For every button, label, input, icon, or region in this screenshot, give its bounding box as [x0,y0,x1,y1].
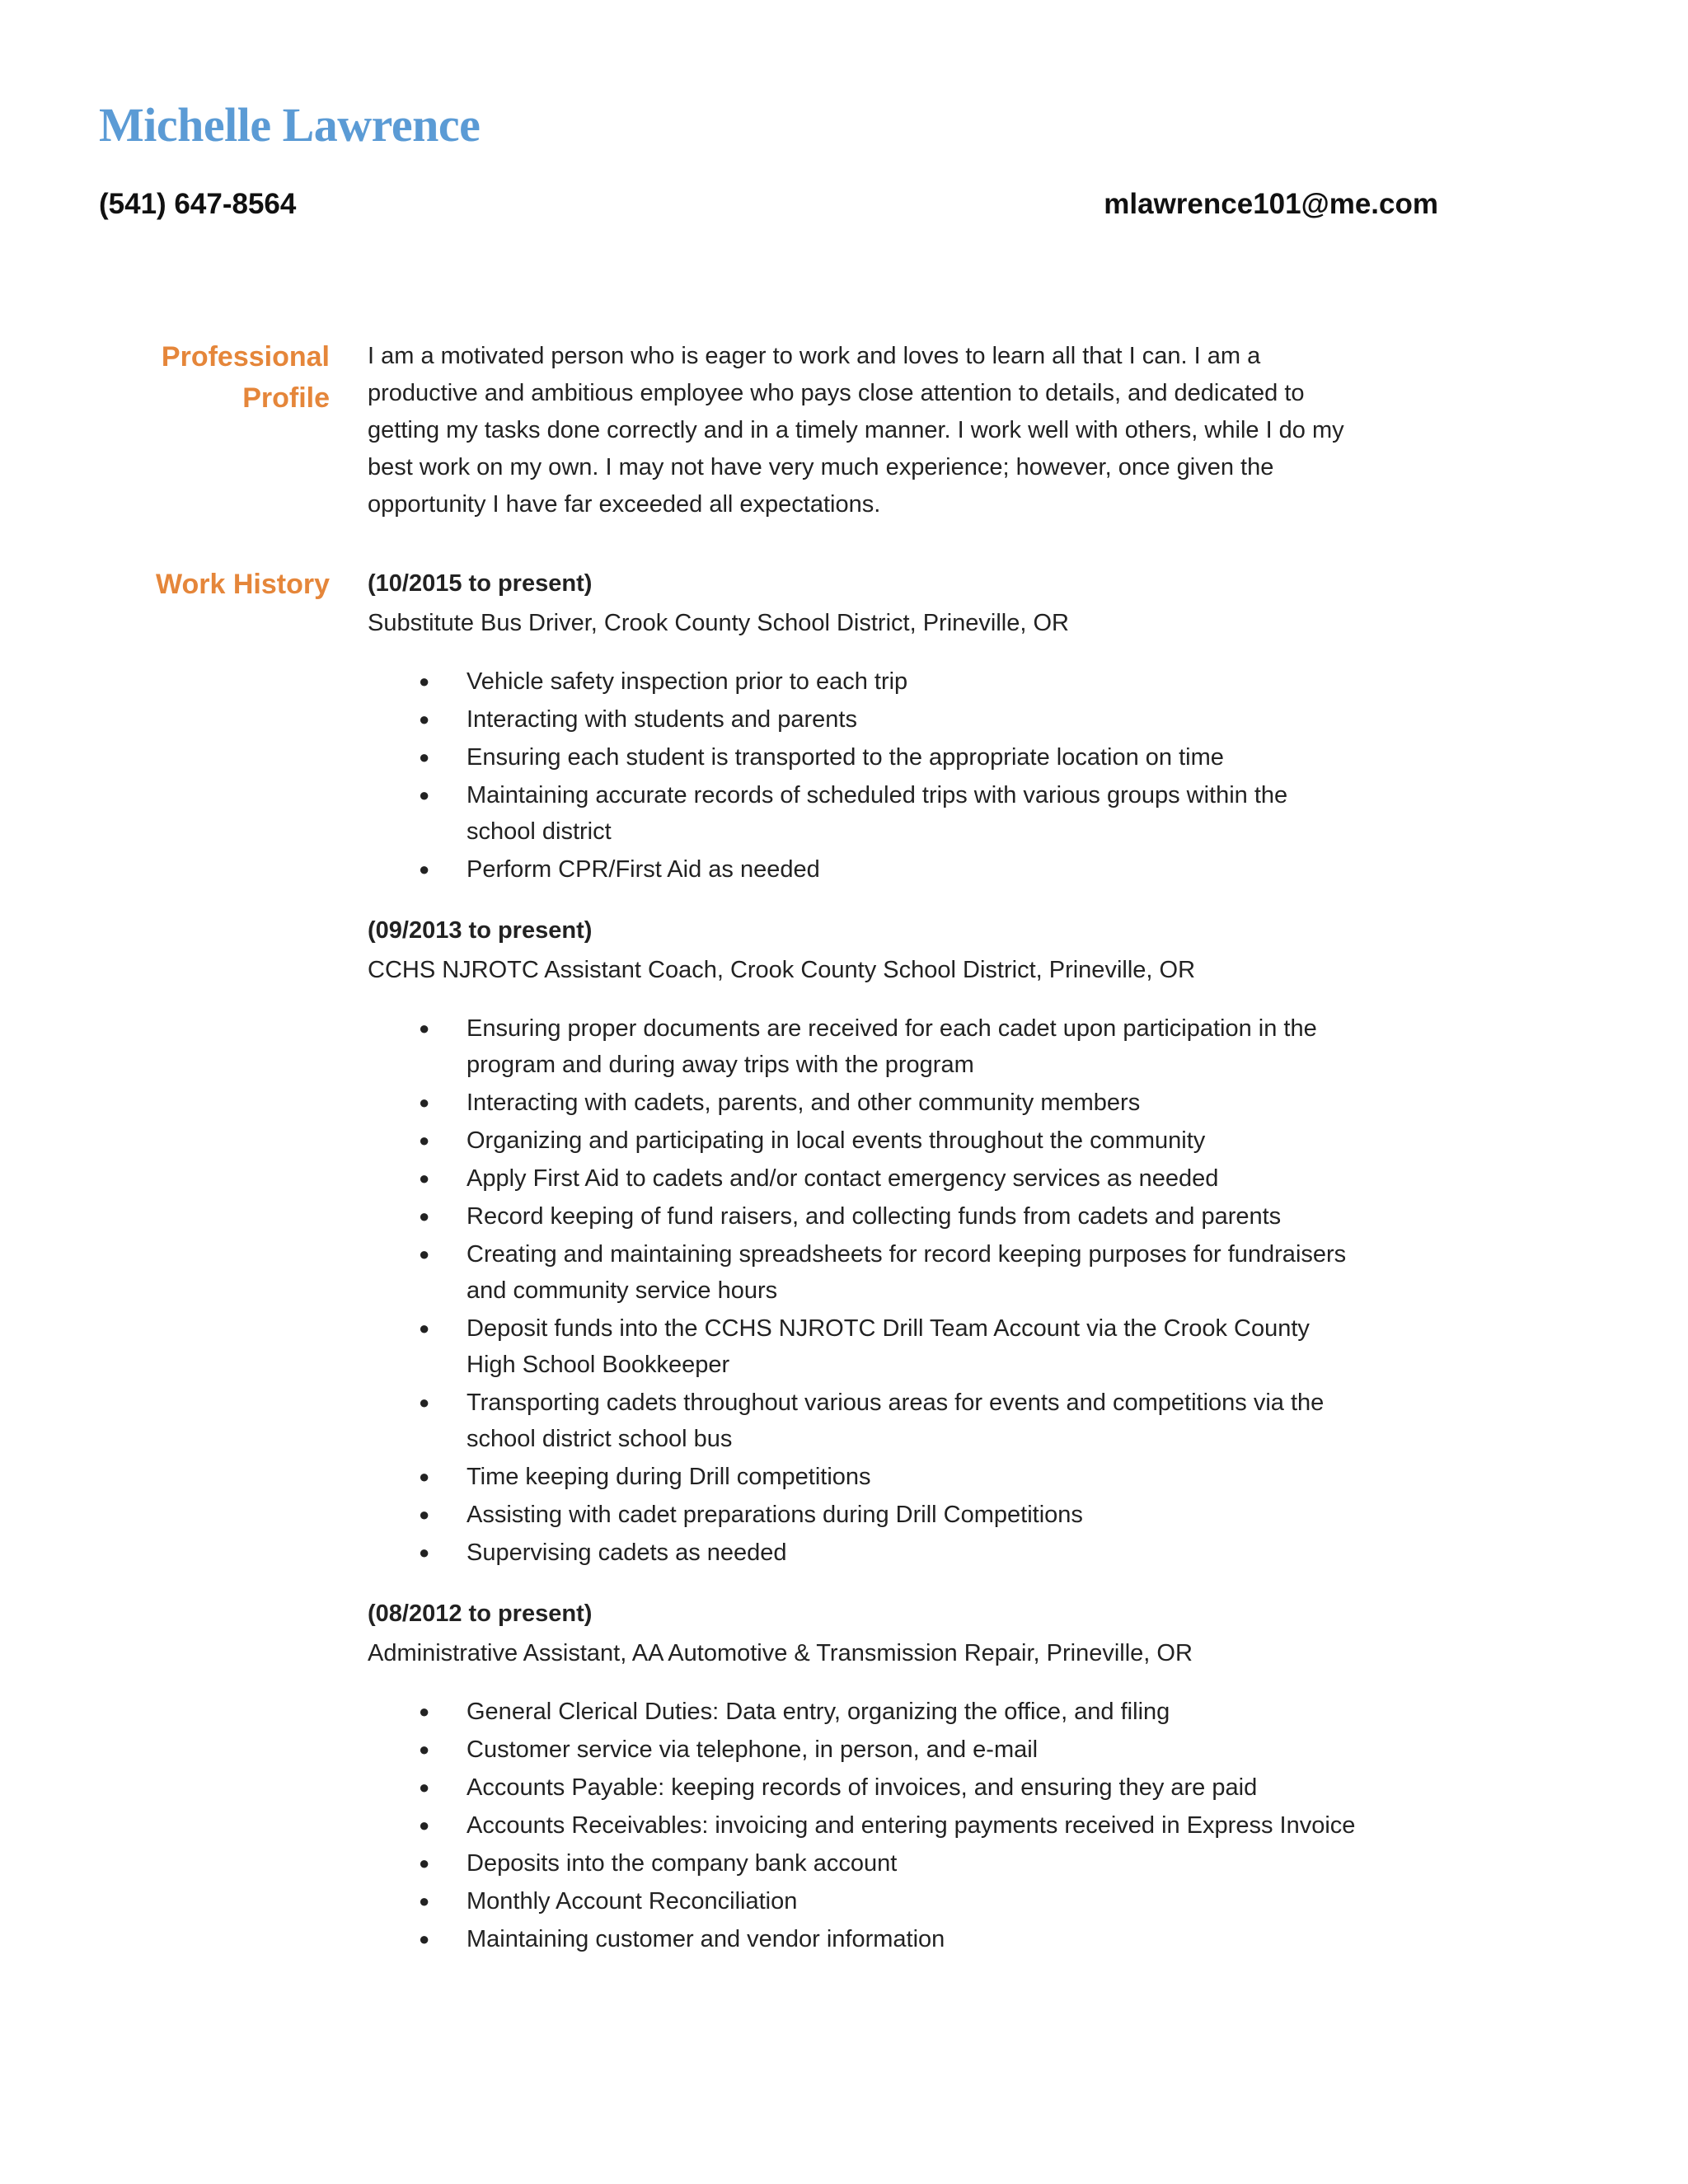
bullet-icon: ● [419,1318,430,1338]
bullet-icon: ● [419,1206,430,1226]
bullet-icon: ● [419,1815,430,1835]
duty-text: Accounts Payable: keeping records of invoices, and ensuring they are paid [467,1774,1258,1801]
duty-text: Time keeping during Drill competitions [467,1464,871,1490]
profile-label-line1: Professional [161,341,330,373]
profile-section-label [162,336,330,419]
phone-number: (541) 647-8564 [99,188,297,220]
duty-text: Assisting with cadet preparations during Drill Competitions [467,1502,1083,1528]
duty-item [368,1769,1357,1806]
duty-item [368,1497,1357,1533]
job-entry [368,912,1357,1571]
duty-item [368,1160,1357,1197]
bullet-icon: ● [419,1853,430,1873]
email-address: mlawrence101@me.com [1104,188,1438,220]
bullet-icon: ● [419,1466,430,1487]
duty-item [368,1385,1357,1457]
duty-list [368,1694,1357,1957]
job-title: Administrative Assistant, AA Automotive & Transmission Repair, Prineville, OR [368,1640,1193,1666]
job-title: Substitute Bus Driver, Crook County School District, Prineville, OR [368,610,1069,636]
duty-text: Accounts Receivables: invoicing and entering payments received in Express Invoice [467,1812,1356,1839]
bullet-icon: ● [419,1891,430,1911]
duty-text: Apply First Aid to cadets and/or contact emergency services as needed [467,1165,1219,1192]
duty-text: Interacting with students and parents [467,706,857,733]
job-dates: (10/2015 to present) [368,570,593,597]
bullet-icon: ● [419,1542,430,1563]
bullet-icon: ● [419,1504,430,1525]
bullet-icon: ● [419,1244,430,1264]
duty-text: Transporting cadets throughout various areas for events and competitions via the school district school bus [467,1390,1325,1452]
duty-item [368,739,1357,776]
duty-text: Interacting with cadets, parents, and other community members [467,1090,1141,1116]
bullet-icon: ● [419,1130,430,1151]
duty-list [368,663,1357,888]
work-history-body [368,565,1357,1959]
duty-text: Organizing and participating in local events throughout the community [467,1127,1206,1154]
duty-text: Deposit funds into the CCHS NJROTC Drill Team Account via the Crook County High School Bookkeeper [467,1315,1310,1378]
duty-item [368,851,1357,888]
bullet-icon: ● [419,1018,430,1038]
bullet-icon: ● [419,1701,430,1722]
duty-text: Maintaining customer and vendor information [467,1926,945,1952]
duty-item [368,1921,1357,1957]
duty-item [368,777,1357,850]
bullet-icon: ● [419,747,430,767]
duty-item [368,1883,1357,1919]
duty-list [368,1010,1357,1571]
duty-item [368,701,1357,738]
bullet-icon: ● [419,709,430,729]
duty-item [368,1236,1357,1309]
duty-text: General Clerical Duties: Data entry, organizing the office, and filing [467,1699,1170,1725]
candidate-name: Michelle Lawrence [99,98,481,152]
duty-item [368,1122,1357,1159]
job-entry [368,1596,1357,1957]
bullet-icon: ● [419,785,430,805]
job-title: CCHS NJROTC Assistant Coach, Crook County School District, Prineville, OR [368,957,1196,983]
duty-text: Monthly Account Reconciliation [467,1888,798,1915]
duty-text: Ensuring each student is transported to the appropriate location on time [467,744,1224,771]
profile-body [368,338,1357,523]
duty-item [368,1198,1357,1235]
duty-item [368,1807,1357,1844]
profile-text: I am a motivated person who is eager to work and loves to learn all that I can. I am a productive and ambitious employee who pays close attention to details, and dedicated to getting my tasks done correctly and in a timely manner. I work well with others, while I do my best work on my own. I may not have very much experience; however, once given the opportunity I have far exceeded all expectations. [368,343,1344,518]
duty-text: Supervising cadets as needed [467,1540,787,1566]
duty-text: Maintaining accurate records of scheduled trips with various groups within the school district [467,782,1288,845]
job-entry [368,565,1357,888]
duty-item [368,1085,1357,1121]
bullet-icon: ● [419,1168,430,1188]
duty-item [368,1459,1357,1495]
duty-text: Creating and maintaining spreadsheets for record keeping purposes for fundraisers and community service hours [467,1241,1347,1304]
duty-text: Perform CPR/First Aid as needed [467,856,820,883]
bullet-icon: ● [419,1777,430,1797]
duty-text: Record keeping of fund raisers, and collecting funds from cadets and parents [467,1203,1282,1230]
bullet-icon: ● [419,671,430,691]
duty-text: Customer service via telephone, in person, and e-mail [467,1736,1039,1763]
duty-text: Ensuring proper documents are received for each cadet upon participation in the program and during away trips with the program [467,1015,1317,1078]
bullet-icon: ● [419,1092,430,1113]
duty-item [368,663,1357,700]
bullet-icon: ● [419,859,430,879]
duty-item [368,1732,1357,1768]
duty-item [368,1694,1357,1730]
duty-item [368,1010,1357,1083]
duty-item [368,1845,1357,1882]
job-dates: (08/2012 to present) [368,1601,593,1627]
duty-text: Vehicle safety inspection prior to each trip [467,668,908,695]
profile-label-line2: Profile [242,382,330,414]
bullet-icon: ● [419,1392,430,1413]
duty-item [368,1535,1357,1571]
bullet-icon: ● [419,1739,430,1760]
duty-text: Deposits into the company bank account [467,1850,898,1877]
work-history-label: Work History [156,569,330,600]
duty-item [368,1310,1357,1383]
job-dates: (09/2013 to present) [368,917,593,944]
bullet-icon: ● [419,1929,430,1949]
